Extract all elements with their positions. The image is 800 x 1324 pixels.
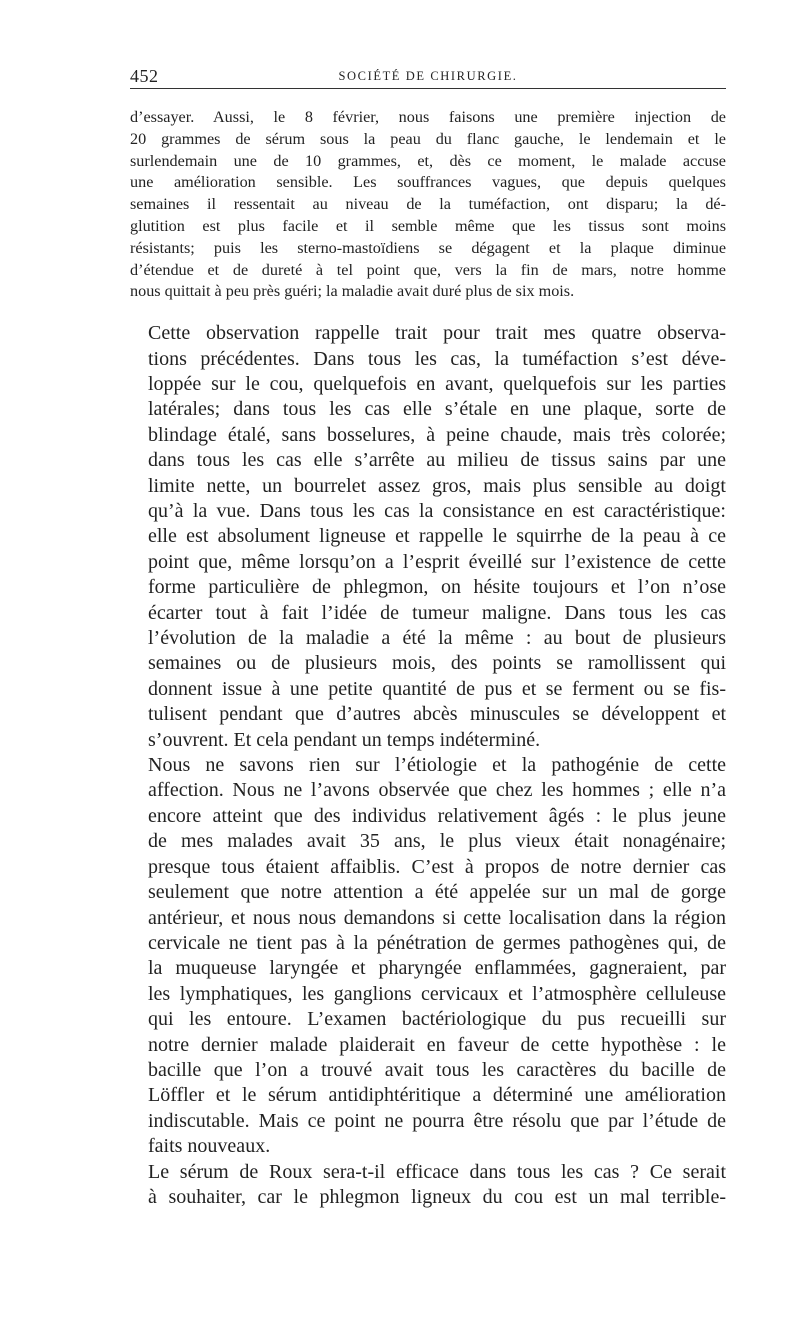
running-title: SOCIÉTÉ DE CHIRURGIE.	[338, 69, 518, 83]
text-line: encore atteint que des individus relativement âgés : le plus jeune	[148, 804, 726, 827]
text-line: semaines il ressentait au niveau de la tuméfaction, ont disparu; la dé-	[130, 195, 726, 214]
text-line: antérieur, et nous nous demandons si cette localisation dans la région	[148, 906, 726, 929]
text-line: notre dernier malade plaiderait en faveur de cette hypothèse : le	[148, 1033, 726, 1056]
text-line: écarter tout à fait l’idée de tumeur maligne. Dans tous les cas	[148, 601, 726, 624]
text-line: latérales; dans tous les cas elle s’étale en une plaque, sorte de	[148, 398, 726, 421]
text-line: bacille que l’on a trouvé avait tous les caractères du bacille de	[148, 1058, 726, 1081]
text-line: forme particulière de phlegmon, on hésite toujours et l’on n’ose	[148, 576, 726, 599]
observation-text	[130, 107, 726, 303]
text-line: Cette observation rappelle trait pour trait mes quatre observa-	[148, 322, 726, 345]
text-line: tions précédentes. Dans tous les cas, la tuméfaction s’est déve-	[148, 347, 726, 370]
text-line: Löffler et le sérum antidiphtéritique a déterminé une amélioration	[148, 1084, 726, 1107]
paragraph-comparison	[130, 321, 726, 753]
text-line: elle est absolument ligneuse et rappelle le squirrhe de la peau à ce	[148, 525, 726, 548]
text-line: qu’à la vue. Dans tous les cas la consistance en est caractéristique:	[148, 500, 726, 523]
text-line: 20 grammes de sérum sous la peau du flanc gauche, le lendemain et le	[130, 129, 726, 148]
observation-paragraph	[130, 107, 726, 303]
text-line: surlendemain une de 10 grammes, et, dès ce moment, le malade accuse	[130, 151, 726, 170]
text-line: de mes malades avait 35 ans, le plus vieux était nonagénaire;	[148, 830, 726, 853]
text-line: Le sérum de Roux sera-t-il efficace dans tous les cas ? Ce serait	[148, 1160, 726, 1183]
text-line: nous quittait à peu près guéri; la maladie avait duré plus de six mois.	[130, 282, 575, 301]
text-line: presque tous étaient affaiblis. C’est à propos de notre dernier cas	[148, 855, 726, 878]
text-line: une amélioration sensible. Les souffrances vagues, que depuis quelques	[130, 173, 726, 192]
text-line: s’ouvrent. Et cela pendant un temps indéterminé.	[148, 728, 541, 751]
text-line: point que, même lorsqu’on a l’esprit éveillé sur l’existence de cette	[148, 550, 726, 573]
book-page	[130, 60, 726, 1210]
text-line: qui les entoure. L’examen bactériologique du pus recueilli sur	[148, 1008, 726, 1031]
text-line: l’évolution de la maladie a été la même : au bout de plusieurs	[148, 627, 726, 650]
text-line: Nous ne savons rien sur l’étiologie et la pathogénie de cette	[148, 754, 726, 777]
text-line: dans tous les cas elle s’arrête au milieu de tissus sains par une	[148, 449, 726, 472]
text-line: glutition est plus facile et il semble même que les tissus sont moins	[130, 216, 726, 235]
text-line: cervicale ne tient pas à la pénétration de germes pathogènes qui, de	[148, 931, 726, 954]
text-line: résistants; puis les sterno-mastoïdiens se dégagent et la plaque diminue	[130, 238, 726, 257]
text-line: loppée sur le cou, quelquefois en avant, quelquefois sur les parties	[148, 372, 726, 395]
text-line: indiscutable. Mais ce point ne pourra être résolu que par l’étude de	[148, 1109, 726, 1132]
text-line: blindage étalé, sans bosselures, à peine chaude, mais très colorée;	[148, 423, 726, 446]
paragraph-etiology	[130, 753, 726, 1160]
text-line: faits nouveaux.	[148, 1135, 271, 1158]
text-line: d’étendue et de dureté à tel point que, vers la fin de mars, notre homme	[130, 260, 726, 279]
paragraph-serum	[130, 1160, 726, 1211]
body-text	[130, 321, 726, 1210]
text-line: seulement que notre attention a été appelée sur un mal de gorge	[148, 881, 726, 904]
page-number: 452	[130, 66, 159, 86]
text-line: affection. Nous ne l’avons observée que chez les hommes ; elle n’a	[148, 779, 726, 802]
running-head	[130, 60, 726, 89]
text-line: limite nette, un bourrelet assez gros, mais plus sensible au doigt	[148, 474, 726, 497]
text-line: d’essayer. Aussi, le 8 février, nous faisons une première injection de	[130, 108, 726, 126]
text-line: tulisent pendant que d’autres abcès minuscules se développent et	[148, 703, 726, 726]
text-line: à souhaiter, car le phlegmon ligneux du cou est un mal terrible-	[148, 1185, 726, 1208]
text-line: donnent issue à une petite quantité de pus et se ferment ou se fis-	[148, 677, 726, 700]
text-line: semaines ou de plusieurs mois, des points se ramollissent qui	[148, 652, 726, 675]
text-line: les lymphatiques, les ganglions cervicaux et l’atmosphère celluleuse	[148, 982, 726, 1005]
text-line: la muqueuse laryngée et pharyngée enflammées, gagneraient, par	[148, 957, 726, 980]
